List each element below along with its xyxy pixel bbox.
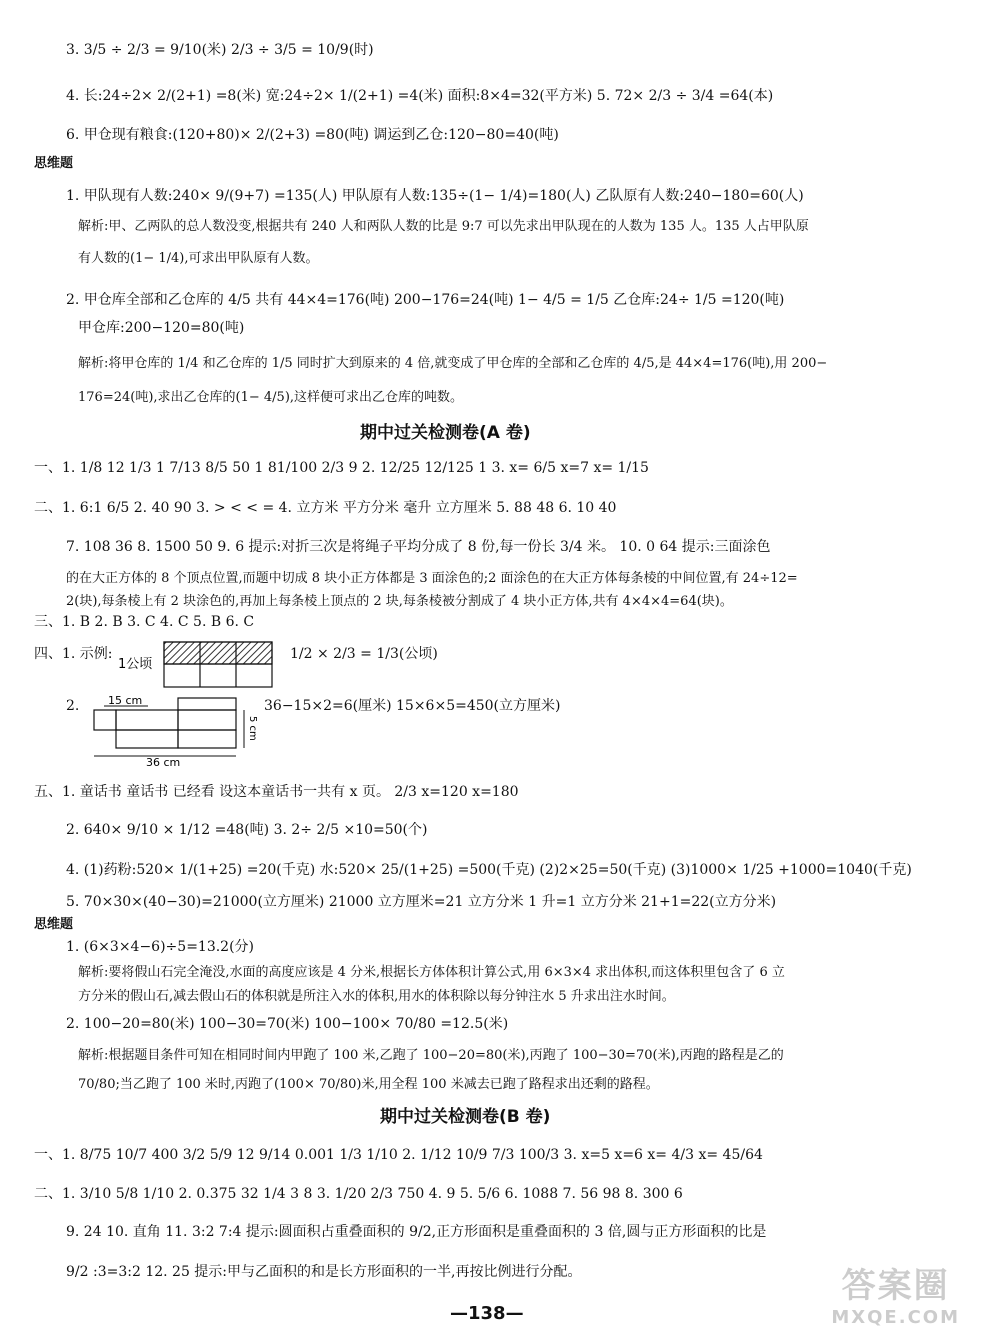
label-15cm: 15 cm xyxy=(108,694,143,707)
text-line-2: 4. 长:24÷2× 2/(2+1) =8(米) 宽:24÷2× 1/(2+1) =4(米) 面积:8×4=32(平方米) 5. 72× 2/3 ÷ 3/4 =64(本) xyxy=(66,88,774,104)
answer-line: 三、1. B 2. B 3. C 4. C 5. B 6. C xyxy=(34,614,255,630)
text-line-5: 1. 甲队现有人数:240× 9/(9+7) =135(人) 甲队原有人数:135÷(1− 1/4)=180(人) 乙队原有人数:240−180=60(人) xyxy=(66,188,804,204)
answer-line: 1. (6×3×4−6)÷5=13.2(分) xyxy=(66,939,255,955)
answer-line: 4. (1)药粉:520× 1/(1+25) =20(千克) 水:520× 25/(1+25) =500(千克) (2)2×25=50(千克) (3)1000× 1/25 +1000=1040(千克) xyxy=(66,862,912,878)
text-line-9: 甲仓库:200−120=80(吨) xyxy=(78,320,245,336)
answer-line: 9. 24 10. 直角 11. 3:2 7:4 提示:圆面积占重叠面积的 9/2,正方形面积是重叠面积的 3 倍,圆与正方形面积的比是 xyxy=(66,1224,767,1240)
answer-line: 二、1. 3/10 5/8 1/10 2. 0.375 32 1/4 3 8 3. 1/20 2/3 750 4. 9 5. 5/6 6. 1088 7. 56 98 8. 300 6 xyxy=(34,1186,683,1202)
explanation-line: 2(块),每条棱上有 2 块涂色的,再加上每条棱上顶点的 2 块,每条棱被分割成了 4 块小正方体,共有 4×4×4=64(块)。 xyxy=(66,594,733,609)
explanation-line: 方分米的假山石,减去假山石的体积就是所注入水的体积,用水的体积除以每分钟注水 5 升求出注水时间。 xyxy=(78,989,675,1004)
explanation-line: 的在大正方体的 8 个顶点位置,而题中切成 8 块小正方体都是 3 面涂色的;2 面涂色的在大正方体每条棱的中间位置,有 24÷12= xyxy=(66,571,798,586)
shaded-region xyxy=(164,642,272,664)
explanation-line: 有人数的(1− 1/4),可求出甲队原有人数。 xyxy=(78,251,319,266)
answer-line: 四、1. 示例: xyxy=(34,646,113,662)
explanation-line: 70/80;当乙跑了 100 米时,丙跑了(100× 70/80)米,用全程 100 米减去已跑了路程求出还剩的路程。 xyxy=(78,1077,659,1092)
answer-line: 7. 108 36 8. 1500 50 9. 6 提示:对折三次是将绳子平均分成了 8 份,每一份长 3/4 米。 10. 0 64 提示:三面涂色 xyxy=(66,539,771,555)
explanation-line: 解析:将甲仓库的 1/4 和乙仓库的 1/5 同时扩大到原来的 4 倍,就变成了甲仓库的全部和乙仓库的 4/5,是 44×4=176(吨),用 200− xyxy=(78,356,828,371)
explanation-line: 176=24(吨),求出乙仓库的(1− 4/5),这样便可求出乙仓库的吨数。 xyxy=(78,390,464,405)
section-heading-thinking: 思维题 xyxy=(34,917,74,932)
label-36cm: 36 cm xyxy=(146,756,181,769)
section-title-a: 期中过关检测卷(A 卷) xyxy=(360,423,531,443)
answer-line: 2. 100−20=80(米) 100−30=70(米) 100−100× 70/80 =12.5(米) xyxy=(66,1016,509,1032)
answer-line: 五、1. 童话书 童话书 已经看 设这本童话书一共有 x 页。 2/3 x=120 x=180 xyxy=(34,784,519,800)
answer-line: 1/2 × 2/3 = 1/3(公顷) xyxy=(290,646,438,662)
answer-line: 一、1. 1/8 12 1/3 1 7/13 8/5 50 1 81/100 2/3 9 2. 12/25 12/125 1 3. x= 6/5 x=7 x= 1/15 xyxy=(34,460,649,476)
watermark-logo xyxy=(831,1258,960,1328)
label-1-hectare: 1公顷 xyxy=(118,657,153,672)
section-title-b: 期中过关检测卷(B 卷) xyxy=(380,1107,551,1127)
answer-line: 一、1. 8/75 10/7 400 3/2 5/9 12 9/14 0.001 1/3 1/10 2. 1/12 10/9 7/3 100/3 3. x=5 x=6 x= 4/3 x= 45/64 xyxy=(34,1147,763,1163)
explanation-line: 解析:要将假山石完全淹没,水面的高度应该是 4 分米,根据长方体体积计算公式,用 6×3×4 求出体积,而这体积里包含了 6 立 xyxy=(78,965,785,980)
answer-line: 2. 640× 9/10 × 1/12 =48(吨) 3. 2÷ 2/5 ×10=50(个) xyxy=(66,822,428,838)
label-5cm: 5 cm xyxy=(247,716,258,741)
answer-line: 36−15×2=6(厘米) 15×6×5=450(立方厘米) xyxy=(264,698,561,714)
answer-line: 二、1. 6:1 6/5 2. 40 90 3. > < < = 4. 立方米 平方分米 毫升 立方厘米 5. 88 48 6. 10 40 xyxy=(34,500,617,516)
text-line-1: 3. 3/5 ÷ 2/3 = 9/10(米) 2/3 ÷ 3/5 = 10/9(时) xyxy=(66,42,374,58)
answer-line: 2. xyxy=(66,698,80,714)
text-line-3: 6. 甲仓现有粮食:(120+80)× 2/(2+3) =80(吨) 调运到乙仓:120−80=40(吨) xyxy=(66,127,559,143)
watermark-url: MXQE.COM xyxy=(831,1307,960,1328)
text-line-8: 2. 甲仓库全部和乙仓库的 4/5 共有 44×4=176(吨) 200−176=24(吨) 1− 4/5 = 1/5 乙仓库:24÷ 1/5 =120(吨) xyxy=(66,292,785,308)
answer-line: 5. 70×30×(40−30)=21000(立方厘米) 21000 立方厘米=21 立方分米 1 升=1 立方分米 21+1=22(立方分米) xyxy=(66,894,777,910)
explanation-line: 解析:甲、乙两队的总人数没变,根据共有 240 人和两队人数的比是 9:7 可以先求出甲队现在的人数为 135 人。135 人占甲队原 xyxy=(78,219,809,234)
page-number: —138— xyxy=(450,1303,524,1324)
answer-line: 9/2 :3=3:2 12. 25 提示:甲与乙面积的和是长方形面积的一半,再按比例进行分配。 xyxy=(66,1264,582,1280)
diagram-1-hectare xyxy=(118,640,278,692)
diagram-2-net xyxy=(86,694,258,769)
section-heading-thinking: 思维题 xyxy=(34,156,74,171)
watermark-text: 答案圈 xyxy=(841,1266,950,1306)
explanation-line: 解析:根据题目条件可知在相同时间内甲跑了 100 米,乙跑了 100−20=80(米),丙跑了 100−30=70(米),丙跑的路程是乙的 xyxy=(78,1048,784,1063)
